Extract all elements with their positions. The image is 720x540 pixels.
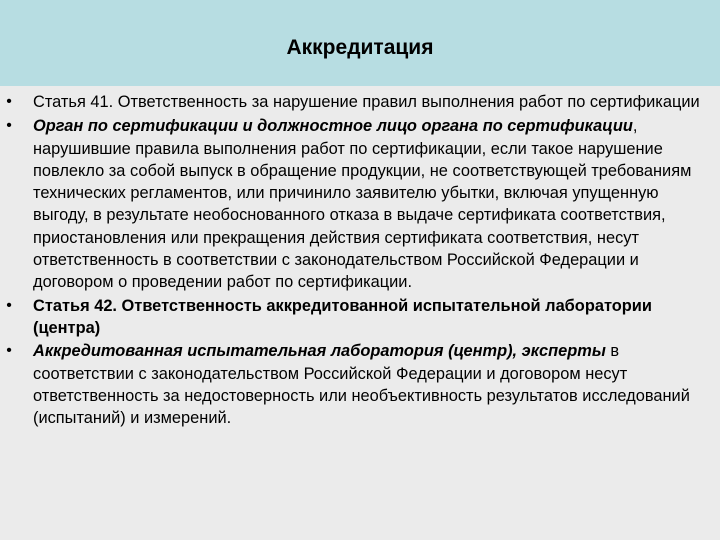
bullet-dot: •	[6, 342, 12, 360]
article-41-heading: Статья 41. Ответственность за нарушение правил выполнения работ по сертификации	[33, 93, 700, 111]
bullet-item-certification-body	[0, 115, 713, 293]
testing-laboratory-text: в соответствии с законодательством Российской Федерации и договором несут ответственность за недостоверность или необъективность результатов исследований (испытаний) и измерений.	[33, 342, 690, 428]
article-42-heading: Статья 42. Ответственность аккредитованной испытательной лаборатории (центра)	[33, 296, 652, 337]
bullet-item-testing-laboratory	[0, 340, 713, 429]
slide-title: Аккредитация	[286, 36, 434, 59]
bullet-dot: •	[6, 93, 12, 110]
bullet-item-article-42	[0, 295, 713, 340]
certification-body-emphasis: Орган по сертификации и должностное лицо органа по сертификации	[33, 117, 633, 136]
bullet-item-article-41	[0, 91, 713, 113]
bullet-list	[0, 91, 720, 429]
testing-laboratory-emphasis: Аккредитованная испытательная лаборатория (центр), эксперты	[33, 342, 606, 361]
bullet-dot: •	[6, 117, 12, 135]
certification-body-text: , нарушившие правила выполнения работ по сертификации, если такое нарушение повлекло за собой выпуск в обращение продукции, не соответствующей требованиям технических регламентов, или причинило заявителю убытки, включая упущенную выгоду, в результате необоснованного отказа в выдаче сертификата соответствия, приостановления или прекращения действия сертификата соответствия, несут ответственность в соответствии с законодательством Российской Федерации и договором о проведении работ по сертификации.	[33, 117, 692, 292]
bullet-dot: •	[6, 296, 12, 314]
